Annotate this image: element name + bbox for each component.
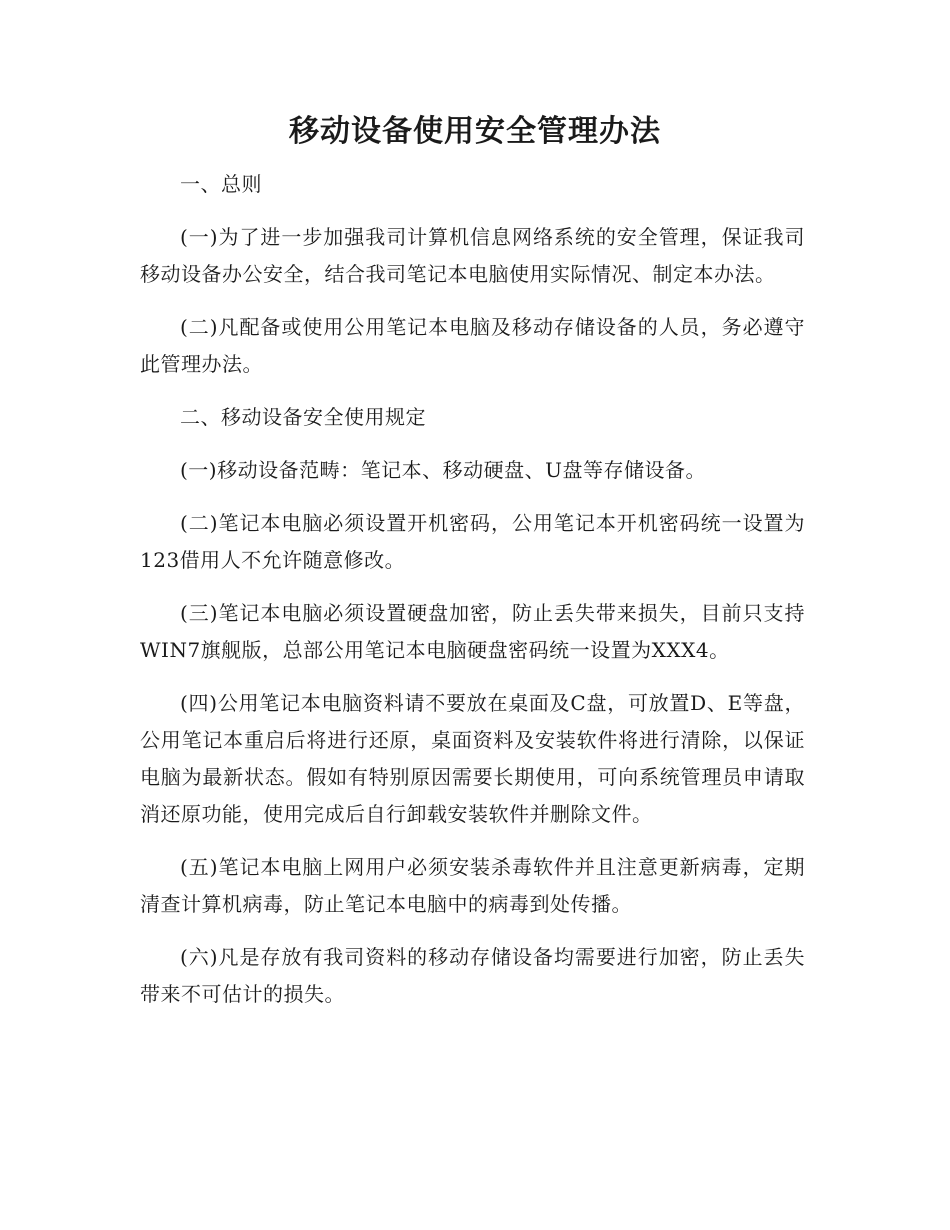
paragraph: (五)笔记本电脑上网用户必须安装杀毒软件并且注意更新病毒，定期清查计算机病毒，防止笔记本电脑中的病毒到处传播。 bbox=[140, 855, 805, 916]
paragraph: (三)笔记本电脑必须设置硬盘加密，防止丢失带来损失，目前只支持WIN7旗舰版，总部公用笔记本电脑硬盘密码统一设置为XXX4。 bbox=[140, 601, 805, 662]
section-heading-rules: 二、移动设备安全使用规定 bbox=[180, 405, 426, 429]
document-title: 移动设备使用安全管理办法 bbox=[289, 114, 661, 149]
paragraph: (四)公用笔记本电脑资料请不要放在桌面及C盘，可放置D、E等盘，公用笔记本重启后将进行还原，桌面资料及安装软件将进行清除，以保证电脑为最新状态。假如有特别原因需要长期使用，可向系统管理员申请取消还原功能，使用完成后自行卸载安装软件并删除文件。 bbox=[140, 691, 805, 826]
paragraph: (一)为了进一步加强我司计算机信息网络系统的安全管理，保证我司移动设备办公安全，结合我司笔记本电脑使用实际情况、制定本办法。 bbox=[140, 225, 805, 286]
paragraph: (二)笔记本电脑必须设置开机密码，公用笔记本开机密码统一设置为123借用人不允许随意修改。 bbox=[140, 511, 805, 572]
document-body bbox=[140, 166, 805, 1029]
section-heading-general: 一、总则 bbox=[180, 172, 262, 196]
paragraph: (二)凡配备或使用公用笔记本电脑及移动存储设备的人员，务必遵守此管理办法。 bbox=[140, 315, 805, 376]
paragraph: (六)凡是存放有我司资料的移动存储设备均需要进行加密，防止丢失带来不可估计的损失。 bbox=[140, 945, 805, 1006]
paragraph: (一)移动设备范畴：笔记本、移动硬盘、U盘等存储设备。 bbox=[180, 458, 706, 482]
